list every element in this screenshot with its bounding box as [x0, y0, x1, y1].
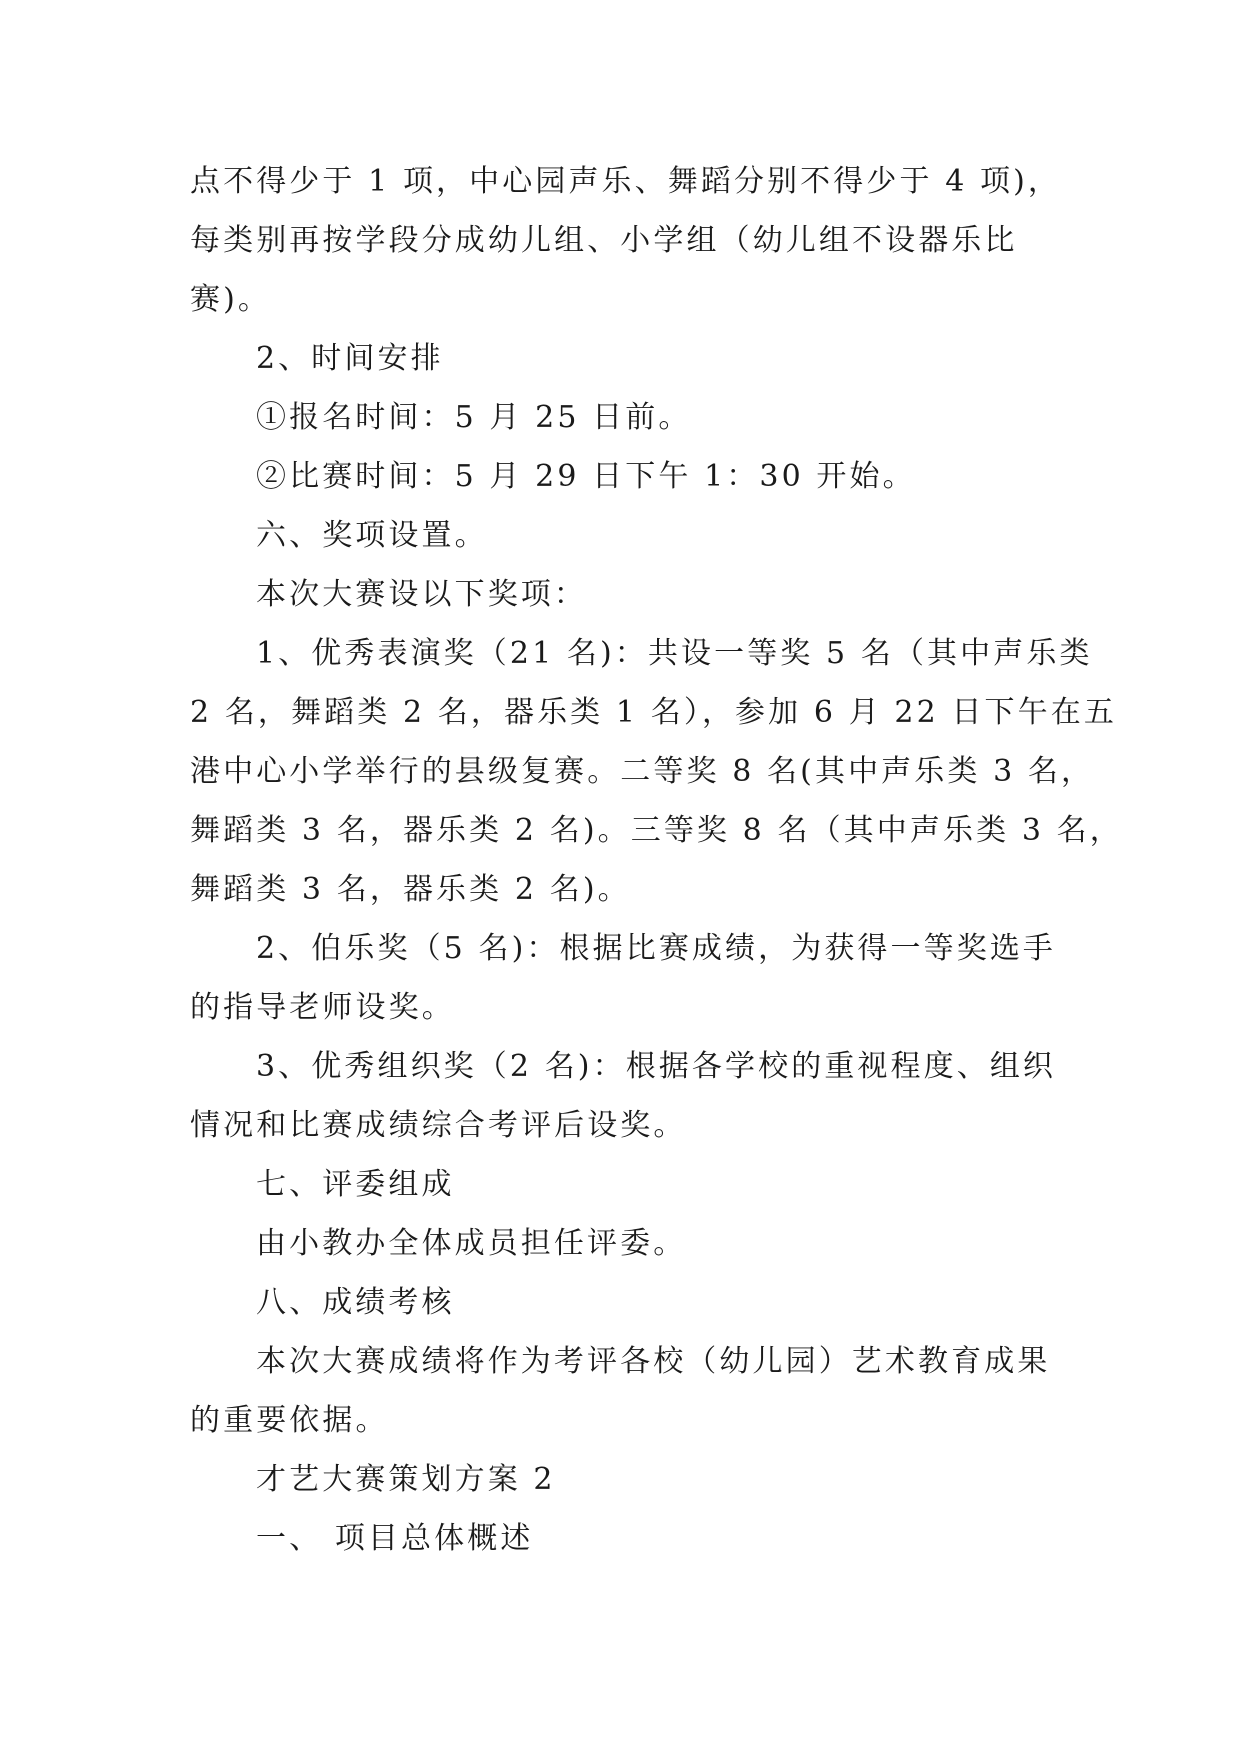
text-line: 赛)。: [190, 282, 272, 317]
section-heading: 八、成绩考核: [256, 1285, 455, 1320]
text-line: 的指导老师设奖。: [190, 990, 455, 1025]
text-line: 由小教办全体成员担任评委。: [256, 1226, 687, 1261]
text-line: 的重要依据。: [190, 1403, 389, 1438]
text-line: ①报名时间：5 月 25 日前。: [256, 400, 692, 435]
text-line: 本次大赛设以下奖项：: [256, 577, 587, 612]
section-heading: 六、奖项设置。: [256, 518, 488, 553]
section-heading: 七、评委组成: [256, 1167, 455, 1202]
text-line: 每类别再按学段分成幼儿组、小学组（幼儿组不设器乐比: [190, 223, 1018, 258]
text-line: 1、优秀表演奖（21 名)：共设一等奖 5 名（其中声乐类: [256, 636, 1093, 671]
section-subheading: 2、时间安排: [256, 341, 444, 376]
text-line: 点不得少于 1 项，中心园声乐、舞蹈分别不得少于 4 项)，: [190, 164, 1062, 199]
document-page: [190, 152, 1123, 1568]
text-line: 3、优秀组织奖（2 名)：根据各学校的重视程度、组织: [256, 1049, 1057, 1084]
text-line: 2 名，舞蹈类 2 名，器乐类 1 名），参加 6 月 22 日下午在五: [190, 695, 1117, 730]
text-line: 港中心小学举行的县级复赛。二等奖 8 名(其中声乐类 3 名，: [190, 754, 1095, 789]
text-line: 本次大赛成绩将作为考评各校（幼儿园）艺术教育成果: [256, 1344, 1051, 1379]
text-line: 舞蹈类 3 名，器乐类 2 名)。三等奖 8 名（其中声乐类 3 名，: [190, 813, 1123, 848]
text-line: 2、伯乐奖（5 名)：根据比赛成绩，为获得一等奖选手: [256, 931, 1057, 966]
text-line: ②比赛时间：5 月 29 日下午 1：30 开始。: [256, 459, 916, 494]
section-heading: 一、 项目总体概述: [256, 1521, 534, 1556]
text-line: 舞蹈类 3 名，器乐类 2 名)。: [190, 872, 631, 907]
text-line: 情况和比赛成绩综合考评后设奖。: [190, 1108, 687, 1143]
document-title: 才艺大赛策划方案 2: [256, 1462, 556, 1497]
